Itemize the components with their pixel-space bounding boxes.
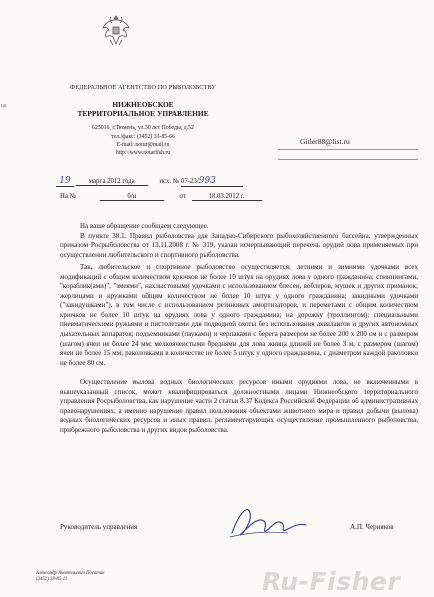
executor-phone: (3452) 33-85-11 (36, 577, 68, 582)
signatory-title: Руководитель управления (60, 523, 138, 531)
outgoing-number-hw: 993 (198, 176, 216, 186)
email: E-mail: notur@mail.ru (116, 142, 170, 148)
date-month-year: марта 2012 года (76, 178, 148, 186)
handwritten-signature (226, 503, 310, 543)
watermark-logo: Ru-Fisher (262, 567, 401, 596)
reference-row (60, 193, 262, 201)
address: 625016, г.Тюмень, ул.30 лет Победы, д.52 (92, 125, 194, 131)
unit-name-line2: ТЕРРИТОРИАЛЬНОЕ УПРАВЛЕНИЕ (77, 109, 209, 118)
recipient-line (278, 159, 418, 160)
signatory-name: А.П. Черняков (350, 523, 394, 531)
date-row (56, 176, 243, 187)
executor-info (36, 571, 104, 583)
date-day: 19 (56, 176, 74, 187)
paragraph: На ваше обращение сообщаем следующее. (80, 222, 209, 230)
executor-name: Александр Анатольевич Пасатин (36, 571, 105, 576)
outgoing-number-prefix: 07-23/ (180, 178, 199, 185)
letter-body (60, 222, 418, 435)
outgoing-label: исх. № (159, 178, 180, 185)
paragraph: В пункте 38.1. Правил рыболовства для Западно-Сибирского рыбохозяйственного бассейна, утвержденных приказом Росрыболовства от 13.11.2008 г. № 319, указан исчерпывающий перечень орудий лова применяемых при осуществлении любительского и спортивного рыболовства. (60, 231, 418, 259)
reference-number: б/н (100, 193, 164, 201)
recipient-line (278, 149, 418, 150)
coat-of-arms-icon (100, 12, 132, 48)
edge-mark: ца (1, 103, 7, 109)
phone: тел./факс: (3452) 33-85-66 (111, 134, 175, 140)
website-link[interactable]: http://www.notarfish.ru (115, 150, 171, 156)
from-label: от (179, 193, 186, 200)
paragraph: Осуществление вылова водных биологических ресурсов иными орудиями лова, не включенными в вышеуказанный список, может квалифицироваться должностными лицами Нижнеобского территориального управления Росрыболовства, как нарушение части 2 статьи 8.37 Кодекса Российской Федерации об административных правонарушениях, а именно нарушение правил пользования объектами животного мира и правил добычи (вылова) водных биологических ресурсов и иных правил, регламентирующих осуществление промышленного рыболовства, прибрежного рыболовства и других видов рыболовства. (60, 378, 418, 434)
reference-date: 18.03.2012 г. (192, 193, 262, 201)
reference-label: На № (60, 193, 77, 200)
agency-name: ФЕДЕРАЛЬНОЕ АГЕНТСТВО ПО РЫБОЛОВСТВУ (70, 84, 216, 91)
unit-name-line1: НИЖНЕОБСКОЕ (112, 100, 174, 109)
recipient-email: Gitler88@list.ru (300, 137, 350, 146)
outgoing-number (181, 176, 243, 187)
paragraph: Так, любительское и спортивное рыболовство осуществляется: летними и зимними удочками всех модификаций с общим количеством крючков не более 10 штук на орудиях лова у одного гражданина; спиннингами, "кораблик(ами)", "змеями", нахлыстовыми удочками с использованием блесен, воблеров, мушек и других приманок; жерлицами и кружками общим количеством не более 10 штук у одного гражданина; закидными удочками ("закидушками"), в том числе с использованием резиновых амортизаторов, и переметами с общим количеством крючков не более 10 штук на орудиях лова у одного гражданина; на дорожку (троллингом); специальными пневматическими ружьями и пистолетами для подводной охоты без использования аквалангов и других автономных дыхательных аппаратов; подъемниками (пауками) и черпаками с берега размером не более 200 х 200 см и с размером (шагом) ячеи не более 24 мм; мелкоячеистыми бреднями для лова живца длиной не более 3 м, с размером (шагом) ячеи не более 15 мм; раколовками в количестве не более 5 штук у одного гражданина, с диаметром каждой раколовки не более 80 см. (60, 263, 418, 367)
